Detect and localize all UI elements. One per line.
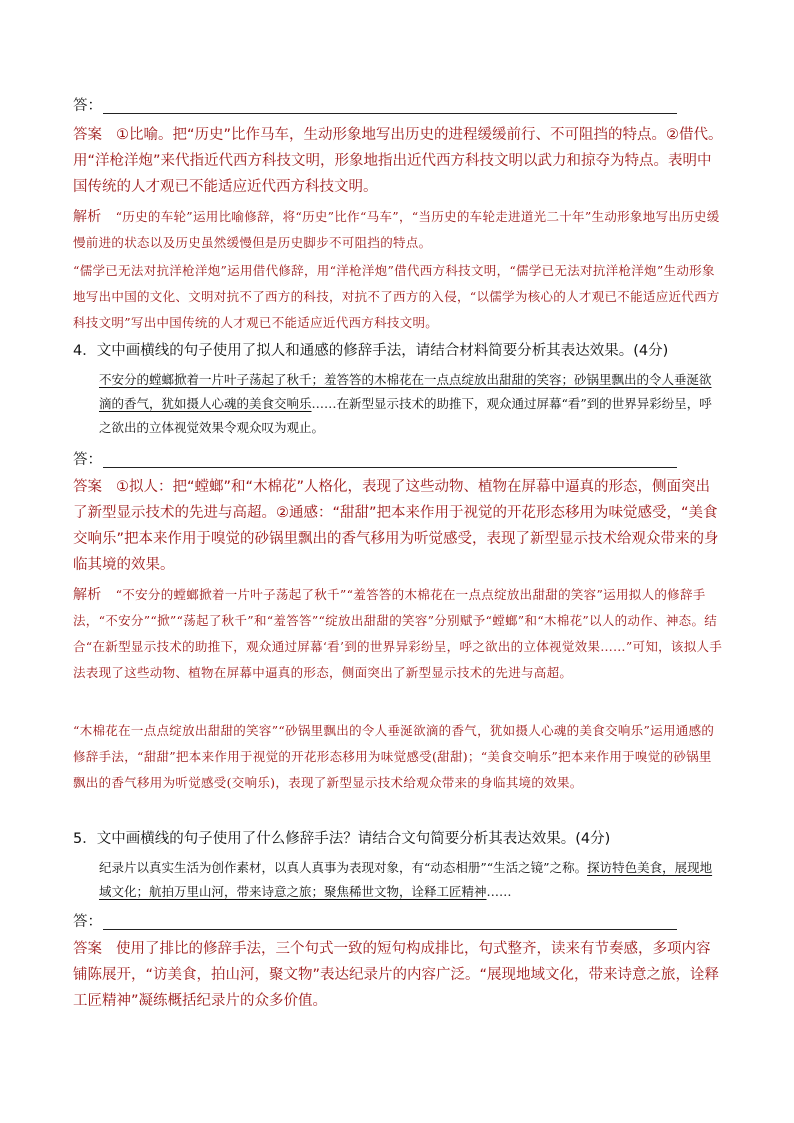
- answer-block-prev: [73, 122, 723, 200]
- analysis-tag: 解析: [73, 587, 102, 603]
- question-5: [73, 826, 723, 852]
- answer-text-prev: ①比喻。把“历史”比作马车，生动形象地写出历史的进程缓缓前行、不可阻挡的特点。②借代。用“洋枪洋炮”来代指近代西方科技文明，形象地指出近代西方科技文明以武力和掠夺为特点。表明中国传统的人才观已不能适应近代西方科技文明。: [73, 127, 723, 195]
- answer-prompt: 答：: [73, 914, 102, 930]
- analysis-text-prev-1: “历史的车轮”运用比喻修辞，将“历史”比作“马车”，“当历史的车轮走进道光二十年”生动形象地写出历史缓慢前进的状态以及历史虽然缓慢但是历史脚步不可阻挡的特点。: [73, 209, 720, 250]
- passage-4-underlined: 不安分的螳螂掀着一片叶子荡起了秋千；羞答答的木棉花在一点点绽放出甜甜的笑容；砂锅里飘出的令人垂涎欲滴的香气，犹如摄人心魂的美食交响乐: [99, 372, 712, 411]
- passage-5-underlined: 探访特色美食，展现地域文化；航拍万里山河，带来诗意之旅；聚焦稀世文物，诠释工匠精神: [99, 860, 713, 899]
- passage-4-rest: ……在新型显示技术的助推下，观众通过屏幕“看”到的世界异彩纷呈，呼之欲出的立体视觉效果令观众叹为观止。: [99, 396, 712, 435]
- analysis-text-4-1: “不安分的螳螂掀着一片叶子荡起了秋千”“羞答答的木棉花在一点点绽放出甜甜的笑容”运用拟人的修辞手法，“不安分”“掀”“荡起了秋千”和“羞答答”“绽放出甜甜的笑容”分别赋予“螳螂”和“木棉花”以人的动作、神态。结合“在新型显示技术的助推下，观众通过屏幕‘看’到的世界异彩纷呈，呼之欲出的立体视觉效果……”可知，该拟人手法表现了这些动物、植物在屏幕中逼真的形态，侧面突出了新型显示技术的先进与高超。: [73, 587, 723, 680]
- question-4-text: 4．文中画横线的句子使用了拟人和通感的修辞手法，请结合材料简要分析其表达效果。(4分): [73, 343, 669, 359]
- answer-block-5: [73, 936, 723, 1014]
- analysis-text-prev-2: “儒学已无法对抗洋枪洋炮”运用借代修辞，用“洋枪洋炮”借代西方科技文明，“儒学已无法对抗洋枪洋炮”生动形象地写出中国的文化、文明对抗不了西方的科技，对抗不了西方的入侵，“以儒学为核心的人才观已不能适应近代西方科技文明”写出中国传统的人才观已不能适应近代西方科技文明。: [73, 263, 720, 330]
- analysis-block-4-2: [73, 718, 723, 796]
- answer-line[interactable]: [73, 96, 102, 116]
- question-5-text: 5．文中画横线的句子使用了什么修辞手法？请结合文句简要分析其表达效果。(4分): [73, 831, 611, 847]
- answer-rule: [103, 929, 677, 930]
- passage-5-plain: 纪录片以真实生活为创作素材，以真人真事为表现对象，有“动态相册”“生活之镜”之称。: [99, 860, 588, 875]
- answer-block-4: [73, 474, 723, 578]
- answer-line[interactable]: [73, 450, 102, 470]
- answer-rule: [103, 467, 677, 468]
- passage-4: [73, 368, 723, 440]
- answer-tag: 答案: [73, 941, 102, 957]
- analysis-text-4-2: “木棉花在一点点绽放出甜甜的笑容”“砂锅里飘出的令人垂涎欲滴的香气，犹如摄人心魂的美食交响乐”运用通感的修辞手法，“甜甜”把本来作用于视觉的开花形态移用为味觉感受(甜甜)；“美食交响乐”把本来作用于嗅觉的砂锅里飘出的香气移用为听觉感受(交响乐)，表现了新型显示技术给观众带来的身临其境的效果。: [73, 723, 715, 790]
- answer-tag: 答案: [73, 127, 102, 143]
- answer-text-4: ①拟人：把“螳螂”和“木棉花”人格化，表现了这些动物、植物在屏幕中逼真的形态，侧面突出了新型显示技术的先进与高超。②通感：“甜甜”把本来作用于视觉的开花形态移用为味觉感受，“美食交响乐”把本来作用于嗅觉的砂锅里飘出的香气移用为听觉感受，表现了新型显示技术给观众带来的身临其境的效果。: [73, 479, 719, 573]
- question-4: [73, 338, 723, 364]
- answer-prompt: 答：: [73, 98, 102, 114]
- answer-rule: [103, 113, 677, 114]
- passage-5-rest: ……: [486, 884, 512, 899]
- answer-tag: 答案: [73, 479, 102, 495]
- analysis-block-prev-2: [73, 258, 723, 336]
- answer-line[interactable]: [73, 912, 102, 932]
- analysis-block-4: [73, 582, 723, 686]
- answer-prompt: 答：: [73, 452, 102, 468]
- analysis-tag: 解析: [73, 209, 102, 225]
- answer-text-5: 使用了排比的修辞手法，三个句式一致的短句构成排比，句式整齐，读来有节奏感，多项内容铺陈展开，“访美食，拍山河，聚文物”表达纪录片的内容广泛。“展现地域文化，带来诗意之旅，诠释工匠精神”凝练概括纪录片的众多价值。: [73, 941, 720, 1009]
- passage-5: [73, 856, 723, 904]
- analysis-block-prev: [73, 204, 723, 256]
